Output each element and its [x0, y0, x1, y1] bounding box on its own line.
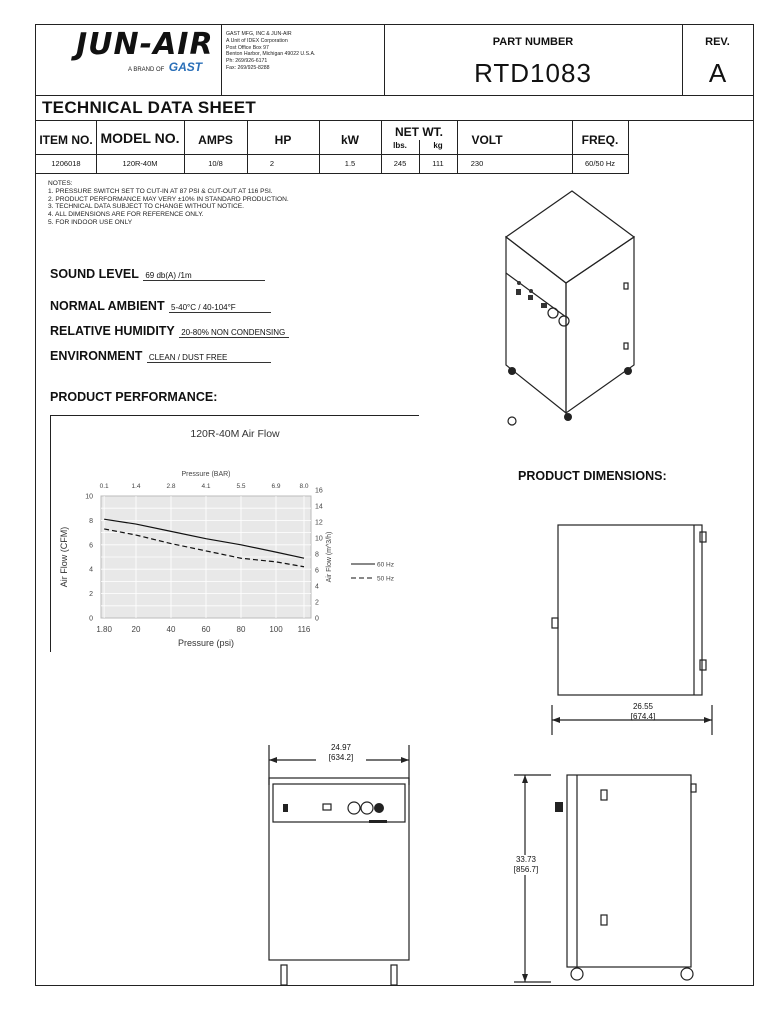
top-tick-label: 6.9	[271, 483, 281, 490]
logo-brand-prefix: A BRAND OF	[128, 67, 165, 73]
x-tick-label: 40	[166, 625, 176, 634]
y2-tick-label: 10	[315, 535, 323, 543]
top-tick-label: 8.0	[299, 483, 309, 490]
isometric-view-drawing	[498, 185, 648, 450]
x-tick-label: 100	[269, 625, 283, 634]
spec-normal-ambient	[50, 297, 271, 315]
part-number: RTD1083	[474, 58, 592, 88]
x-tick-label: 60	[201, 625, 211, 634]
cell-freq: 60/50 Hz	[584, 159, 616, 168]
environment-label: ENVIRONMENT	[50, 349, 143, 363]
top-axis-label: Pressure (BAR)	[181, 471, 231, 478]
header-col-divider-1	[221, 25, 222, 95]
note-item: 3. TECHNICAL DATA SUBJECT TO CHANGE WITHOUT NOTICE.	[48, 203, 245, 211]
performance-title: PRODUCT PERFORMANCE:	[50, 390, 218, 404]
legend-label: 60 Hz	[377, 561, 394, 569]
top-tick-label: 1.4	[131, 483, 141, 490]
rev-label: REV.	[705, 36, 730, 48]
y2-tick-label: 16	[315, 487, 323, 495]
top-tick-label: 0.1	[99, 483, 109, 490]
x-tick-label: 116	[297, 625, 311, 634]
width-mm: [634.2]	[328, 753, 354, 762]
normal-ambient-label: NORMAL AMBIENT	[50, 299, 165, 313]
sound-level-value: 69 db(A) /1m	[143, 271, 265, 281]
col-header-volt: VOLT	[471, 133, 503, 147]
notes-block	[48, 180, 448, 227]
height-mm: [856.7]	[513, 865, 539, 874]
address-line: Benton Harbor, Michigan 49022 U.S.A.	[226, 51, 316, 58]
dimensions-title: PRODUCT DIMENSIONS:	[518, 469, 667, 483]
cell-kw: 1.5	[344, 159, 356, 168]
chart-title: 120R-40M Air Flow	[190, 428, 280, 440]
cell-amps: 10/8	[208, 159, 223, 168]
sound-level-label: SOUND LEVEL	[50, 267, 139, 281]
address-line: Post Office Box 97	[226, 44, 269, 51]
depth-dimension	[618, 702, 668, 722]
y2-tick-label: 14	[315, 503, 323, 511]
col-header-kg: kg	[433, 141, 443, 150]
cell-model-no: 120R-40M	[122, 159, 158, 168]
col-header-item-no: ITEM NO.	[39, 133, 93, 147]
legend-label: 50 Hz	[377, 575, 394, 583]
y2-tick-label: 12	[315, 519, 323, 527]
address-line: GAST MFG, INC & JUN-AIR	[226, 31, 292, 37]
datasheet-frame	[35, 24, 754, 986]
spec-environment	[50, 347, 271, 365]
note-item: 5. FOR INDOOR USE ONLY	[48, 218, 133, 226]
y-axis-label: Air Flow (CFM)	[59, 526, 69, 588]
address-line: Ph: 269/926-6171	[226, 58, 268, 65]
y-tick-label: 4	[89, 566, 93, 574]
logo-wordmark: JUN-AIR	[76, 27, 214, 62]
spec-table	[36, 120, 628, 174]
y2-axis-label: Air Flow (m^3/h)	[326, 531, 333, 583]
col-header-amps: AMPS	[198, 133, 233, 147]
y-tick-label: 2	[89, 591, 93, 599]
environment-value: CLEAN / DUST FREE	[147, 353, 271, 363]
side-view-drawing	[544, 520, 724, 760]
y-tick-label: 10	[85, 493, 93, 501]
y-tick-label: 0	[89, 615, 93, 623]
note-item: 4. ALL DIMENSIONS ARE FOR REFERENCE ONLY.	[48, 211, 204, 219]
height-dimension	[506, 855, 546, 875]
relative-humidity-value: 20-80% NON CONDENSING	[179, 328, 289, 338]
address-line: Fax: 269/925-8288	[226, 64, 270, 71]
performance-chart-frame	[50, 415, 419, 652]
top-tick-label: 4.1	[201, 483, 211, 490]
width-dimension	[316, 743, 366, 763]
sheet-title: TECHNICAL DATA SHEET	[42, 98, 257, 117]
spec-sound-level	[50, 265, 265, 283]
col-header-model-no: MODEL NO.	[100, 130, 180, 146]
y2-tick-label: 4	[315, 583, 319, 591]
width-inches: 24.97	[330, 743, 352, 752]
y2-tick-label: 0	[315, 615, 319, 623]
cell-kg: 111	[432, 159, 444, 168]
col-header-lbs: lbs.	[393, 141, 407, 150]
note-item: 2. PRODUCT PERFORMANCE MAY VERY ±10% IN STANDARD PRODUCTION.	[48, 195, 289, 203]
depth-inches: 26.55	[632, 702, 654, 711]
y2-tick-label: 6	[315, 567, 319, 575]
header-divider	[36, 95, 753, 96]
x-axis-label: Pressure (psi)	[177, 638, 235, 648]
x-tick-label: 1.80	[96, 625, 112, 634]
col-header-hp: HP	[274, 133, 292, 147]
notes-heading: NOTES:	[48, 180, 73, 187]
depth-mm: [674.4]	[630, 712, 656, 721]
address-line: A Unit of IDEX Corporation	[226, 37, 288, 44]
rear-view-drawing	[511, 770, 711, 985]
note-item: 1. PRESSURE SWITCH SET TO CUT-IN AT 87 PSI & CUT-OUT AT 116 PSI.	[48, 187, 273, 195]
spec-relative-humidity	[50, 322, 289, 340]
y-tick-label: 6	[89, 542, 93, 550]
y2-tick-label: 2	[315, 599, 319, 607]
cell-item-no: 1206018	[51, 159, 81, 168]
gast-logo: GAST	[168, 60, 203, 74]
airflow-chart	[51, 446, 419, 652]
col-header-net-wt: NET WT.	[395, 125, 443, 139]
top-tick-label: 2.8	[166, 483, 176, 490]
part-number-label: PART NUMBER	[492, 36, 574, 48]
top-tick-label: 5.5	[236, 483, 246, 490]
col-header-kw: kW	[341, 133, 359, 147]
jun-air-logo	[76, 27, 216, 76]
y2-tick-label: 8	[315, 551, 319, 559]
x-tick-label: 80	[236, 625, 246, 634]
x-tick-label: 20	[131, 625, 141, 634]
y-tick-label: 8	[89, 517, 93, 525]
cell-hp: 2	[269, 159, 275, 168]
height-inches: 33.73	[515, 855, 537, 864]
relative-humidity-label: RELATIVE HUMIDITY	[50, 324, 175, 338]
front-view-drawing	[261, 740, 421, 990]
cell-lbs: 245	[393, 159, 407, 168]
rev-value: A	[708, 58, 727, 88]
normal-ambient-value: 5-40°C / 40-104°F	[169, 303, 271, 313]
company-address	[226, 31, 381, 72]
cell-volt: 230	[470, 159, 484, 168]
col-header-freq: FREQ.	[581, 133, 619, 147]
